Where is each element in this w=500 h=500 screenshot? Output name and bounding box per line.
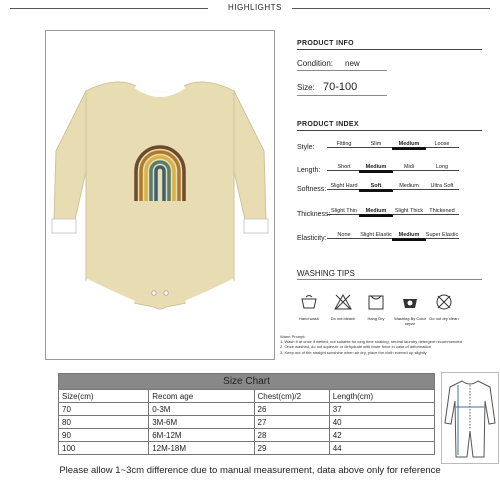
index-option: Midi	[392, 164, 426, 171]
header-rule-right	[292, 8, 490, 9]
washing-label: Washing By Color separ	[394, 316, 426, 326]
size-value: 70-100	[323, 81, 358, 93]
washing-label: Hand wash	[298, 316, 319, 321]
condition-rule	[297, 70, 387, 71]
romper-illustration	[46, 31, 274, 359]
size-chart-table	[58, 373, 435, 455]
index-row-label: Style:	[297, 144, 315, 151]
color-separate-icon	[401, 293, 428, 316]
hang-dry-icon	[367, 293, 394, 316]
product-photo	[45, 30, 275, 360]
warm-line: 2. Once washed, do not squeeze or dehydrate with brute force in case of deformation	[280, 344, 431, 350]
index-option: Medium	[359, 208, 393, 217]
warm-prompt-title: Warm Prompt:	[280, 334, 306, 339]
table-cell: 12M-18M	[149, 442, 254, 455]
index-option: Slight Hard	[327, 183, 361, 190]
index-option: Super Elastic	[425, 232, 459, 238]
product-index-rule	[297, 130, 482, 131]
table-cell: 80	[59, 416, 149, 429]
table-row	[59, 416, 435, 429]
index-option: Medium	[359, 164, 393, 173]
size-chart-title: Size Chart	[58, 373, 435, 389]
romper-outline-icon	[442, 373, 498, 463]
hand-wash-icon	[300, 293, 327, 316]
washing-item	[325, 293, 361, 321]
table-cell: 40	[329, 416, 434, 429]
header-cell: Recom age	[149, 390, 254, 403]
table-row	[59, 442, 435, 455]
header-cell: Length(cm)	[329, 390, 434, 403]
washing-item	[358, 293, 394, 321]
index-option: Short	[327, 164, 361, 171]
index-option: Slight Thick	[392, 208, 426, 215]
header-title: HIGHLIGHTS	[228, 3, 282, 12]
header-rule-left	[10, 8, 208, 9]
washing-label: Hang Dry	[367, 316, 385, 321]
washing-item	[426, 293, 462, 321]
index-option: Fitting	[327, 141, 361, 148]
table-cell: 44	[329, 442, 434, 455]
index-row-label: Length:	[297, 167, 321, 174]
size-label: Size:	[297, 83, 315, 92]
index-option: Medium	[392, 183, 426, 190]
index-option: Slight Thin	[327, 208, 361, 215]
product-info-title: PRODUCT INFO	[297, 40, 354, 47]
measurement-diagram	[441, 372, 499, 464]
index-row-label: Elasticity:	[297, 235, 327, 242]
index-option: Medium	[392, 232, 426, 241]
index-option: Medium	[392, 141, 426, 150]
table-cell: 100	[59, 442, 149, 455]
washing-label: Do not bleach	[330, 316, 356, 321]
table-cell: 90	[59, 429, 149, 442]
table-cell: 0-3M	[149, 403, 254, 416]
size-chart-header-row	[59, 390, 435, 403]
index-option: Ultra Soft	[425, 183, 459, 190]
header-cell: Size(cm)	[59, 390, 149, 403]
index-option: Long	[425, 164, 459, 171]
no-bleach-icon	[334, 293, 361, 316]
washing-title: WASHING TIPS	[297, 269, 355, 278]
table-cell: 37	[329, 403, 434, 416]
washing-item	[392, 293, 428, 326]
product-info-rule	[297, 49, 482, 50]
warm-line: 1. Wash it at once if wetted, not suitable for long time soaking, neutral laundry detergent recommended	[280, 339, 462, 345]
washing-label: Do not dry clean	[429, 316, 459, 321]
size-rule	[297, 95, 387, 96]
footer-note: Please allow 1~3cm difference due to manual measurement, data above only for reference	[59, 465, 441, 476]
index-option: Soft	[359, 183, 393, 192]
header-cell: Chest(cm)/2	[254, 390, 329, 403]
washing-rule	[297, 279, 482, 280]
table-cell: 29	[254, 442, 329, 455]
product-index-title: PRODUCT INDEX	[297, 121, 359, 128]
no-dry-clean-icon	[435, 293, 462, 316]
index-option: Slight Elastic	[360, 232, 392, 238]
condition-label: Condition:	[297, 59, 334, 68]
table-cell: 27	[254, 416, 329, 429]
index-row-label: Softness:	[297, 186, 327, 193]
table-row	[59, 403, 435, 416]
index-option: None	[327, 232, 361, 239]
table-cell: 3M-6M	[149, 416, 254, 429]
table-cell: 26	[254, 403, 329, 416]
index-option: Thickened	[425, 208, 459, 215]
table-row	[59, 429, 435, 442]
index-option: Slim	[359, 141, 393, 148]
index-option: Loose	[425, 141, 459, 148]
warm-prompt	[280, 334, 495, 355]
table-cell: 70	[59, 403, 149, 416]
table-cell: 28	[254, 429, 329, 442]
warm-line: 3. Keep out of the straight sunshine when air dry, place the cloth evened up slightly	[280, 349, 427, 355]
table-cell: 6M-12M	[149, 429, 254, 442]
washing-item	[291, 293, 327, 321]
table-cell: 42	[329, 429, 434, 442]
condition-value: new	[345, 59, 360, 68]
index-row-label: Thickness:	[297, 211, 331, 218]
